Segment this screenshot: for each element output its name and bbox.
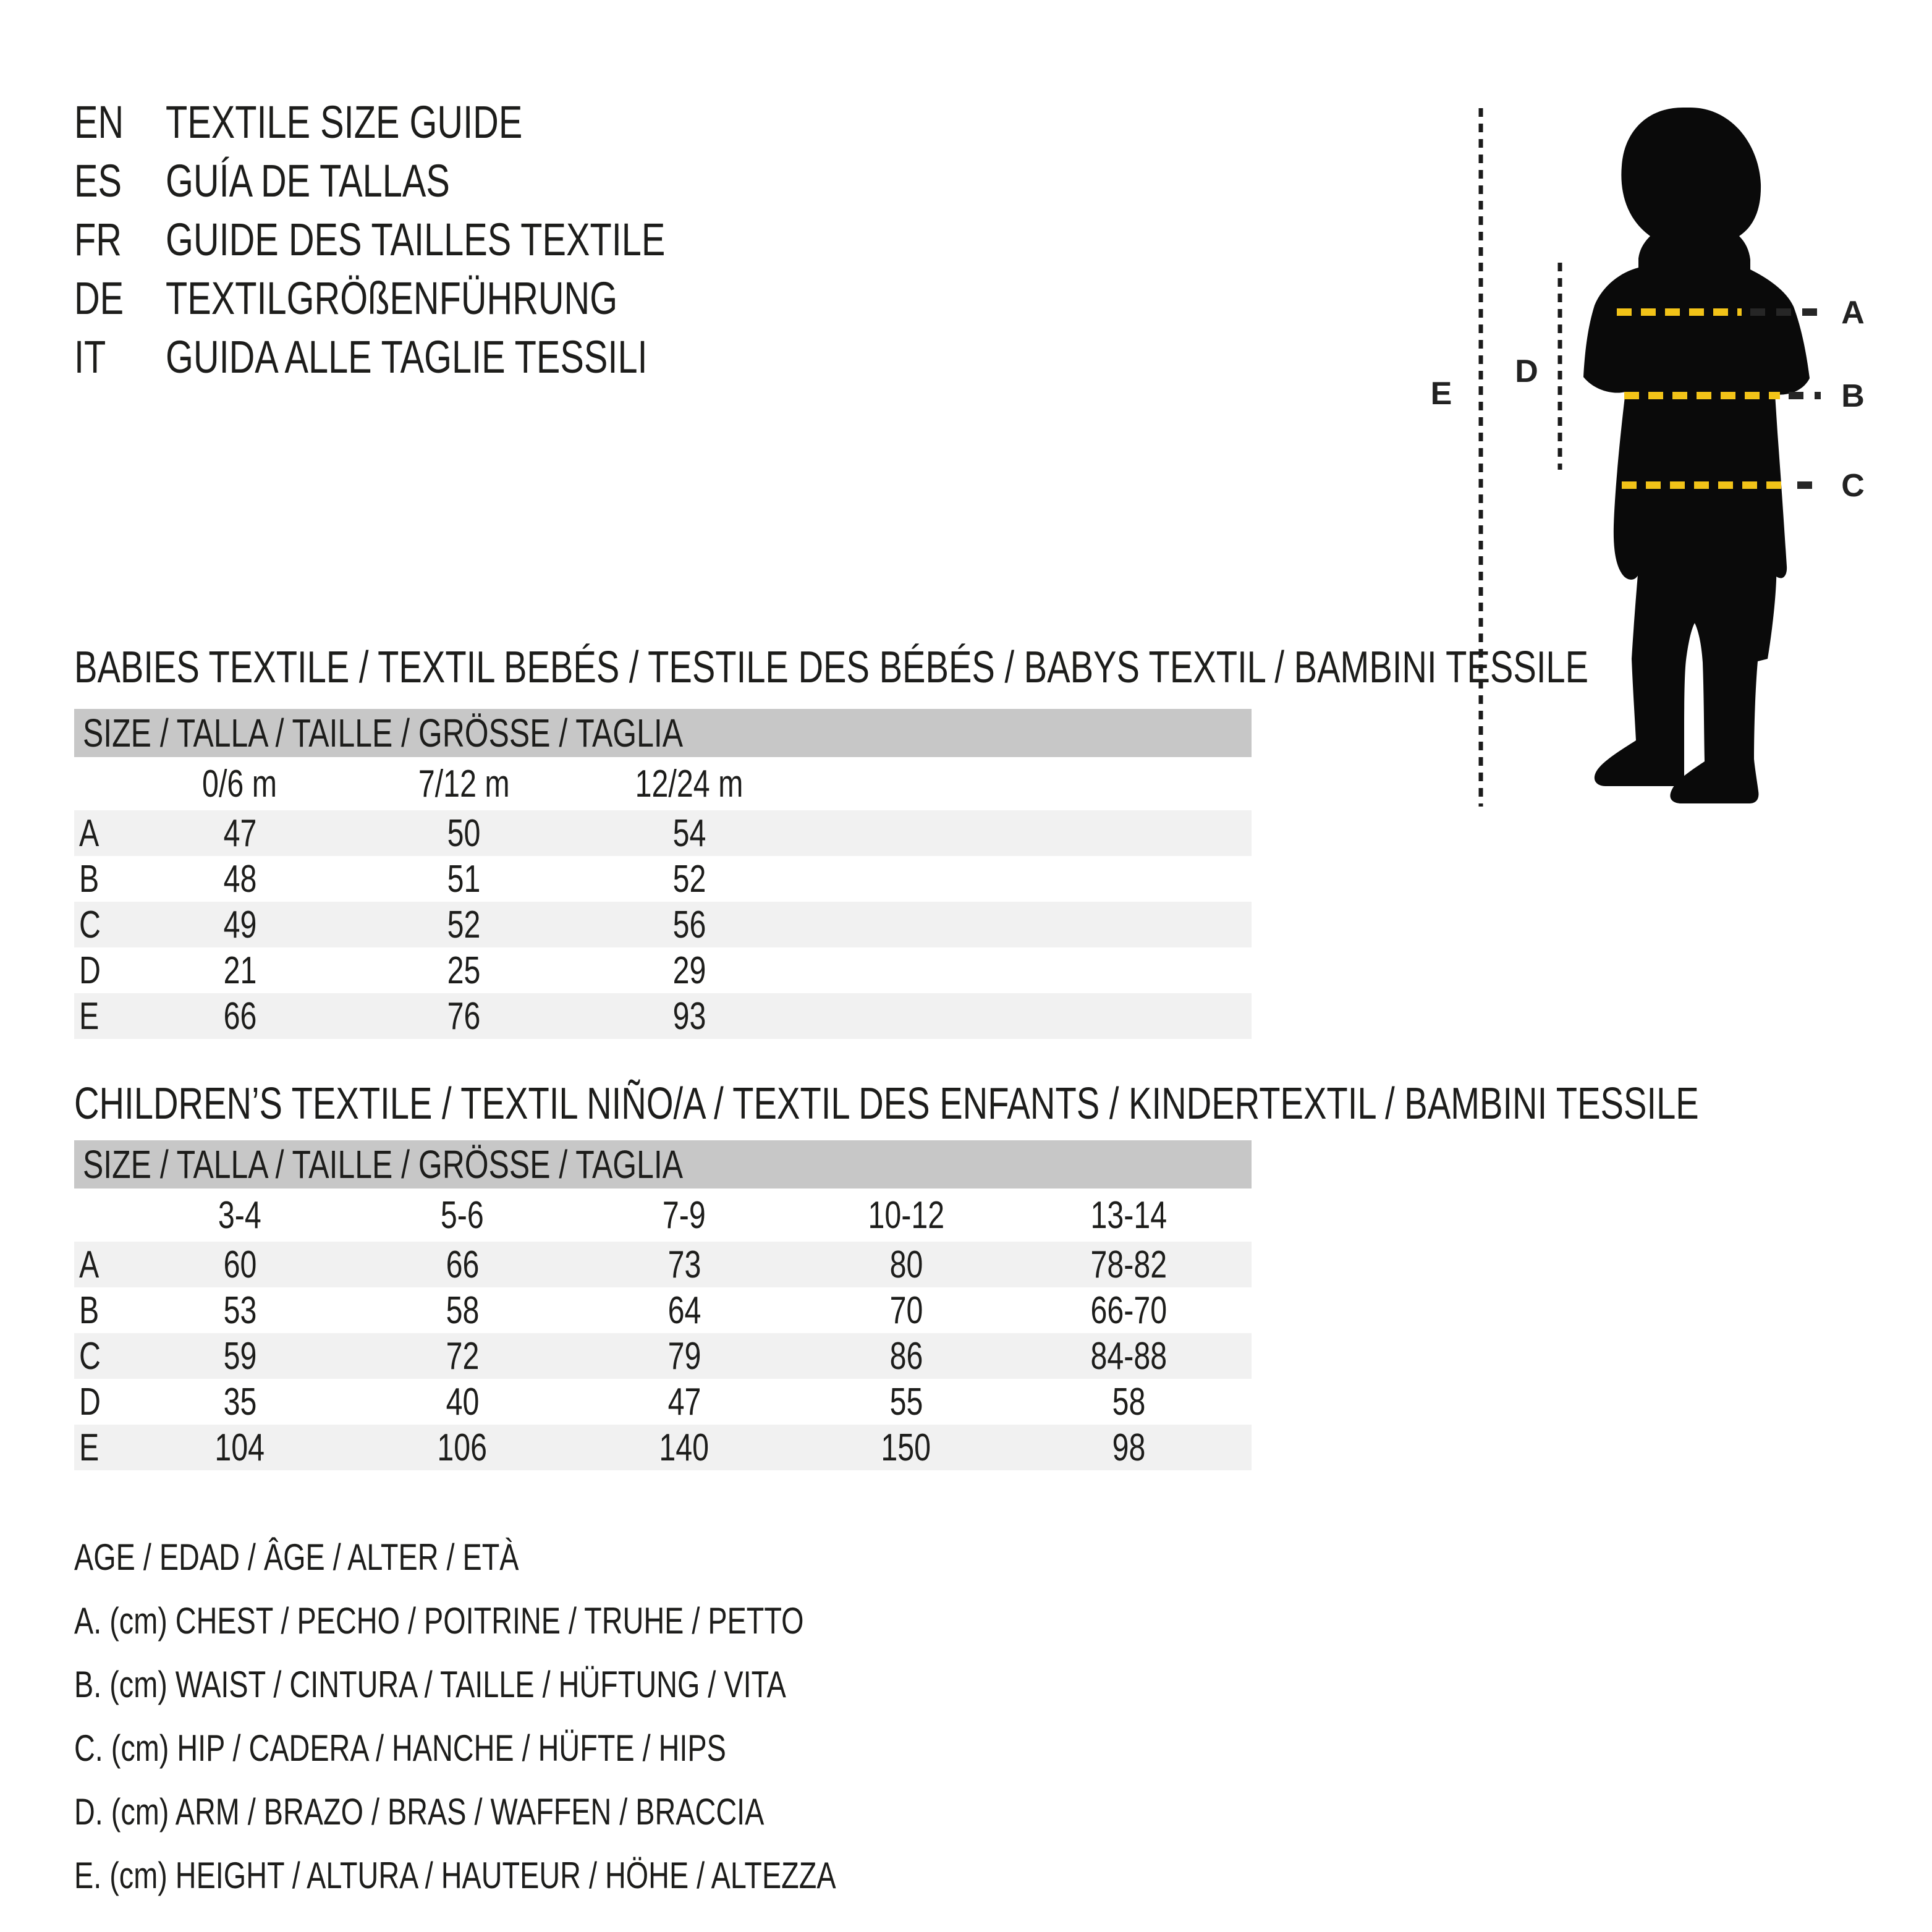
- table-cell: 104: [214, 1426, 265, 1469]
- lang-title: TEXTILE SIZE GUIDE: [166, 96, 523, 148]
- table-cell: 59: [223, 1334, 256, 1378]
- legend-hip-line: C. (cm) HIP / CADERA / HANCHE / HÜFTE / HIPS: [74, 1727, 726, 1769]
- table-cell: 52: [672, 857, 706, 900]
- row-label: E: [79, 994, 100, 1038]
- table-cell: 64: [667, 1289, 701, 1332]
- table-cell: 76: [447, 994, 481, 1038]
- lang-code: IT: [74, 331, 106, 383]
- table-cell: 98: [1112, 1426, 1145, 1469]
- measurement-figure: [1409, 87, 1879, 810]
- table-cell: 84-88: [1090, 1334, 1167, 1378]
- legend-age-line: AGE / EDAD / ÂGE / ALTER / ETÀ: [74, 1536, 519, 1578]
- table-cell: 79: [667, 1334, 701, 1378]
- table-cell: 47: [667, 1380, 701, 1423]
- table-cell: 73: [667, 1243, 701, 1286]
- row-label: A: [79, 1243, 100, 1286]
- table-cell: 47: [223, 811, 256, 855]
- table-cell: 21: [223, 949, 256, 992]
- table-cell: 55: [889, 1380, 923, 1423]
- column-header: 10-12: [868, 1193, 944, 1237]
- lang-row-fr: [74, 210, 806, 269]
- lang-code: DE: [74, 273, 124, 324]
- figure-label-c: C: [1841, 468, 1865, 504]
- table-cell: 54: [672, 811, 706, 855]
- column-header: 13-14: [1090, 1193, 1167, 1237]
- lang-row-it: [74, 328, 806, 386]
- babies-size-bar-label: SIZE / TALLA / TAILLE / GRÖSSE / TAGLIA: [83, 711, 684, 755]
- column-header: 12/24 m: [635, 762, 744, 805]
- babies-column-header-row: [74, 757, 1252, 810]
- table-cell: 78-82: [1090, 1243, 1167, 1286]
- babies-size-table: [74, 709, 1252, 1039]
- measurement-legend: [74, 1525, 1051, 1907]
- row-label: D: [79, 1380, 101, 1423]
- row-label: D: [79, 949, 101, 992]
- legend-height-line: E. (cm) HEIGHT / ALTURA / HAUTEUR / HÖHE / ALTEZZA: [74, 1855, 836, 1896]
- table-cell: 40: [446, 1380, 479, 1423]
- table-cell: 60: [223, 1243, 256, 1286]
- lang-row-en: [74, 93, 806, 151]
- lang-title: TEXTILGRÖßENFÜHRUNG: [166, 273, 618, 324]
- children-section-heading: [74, 1080, 1932, 1127]
- table-cell: 58: [1112, 1380, 1145, 1423]
- child-silhouette-icon: [1409, 87, 1879, 810]
- table-cell: 52: [447, 903, 481, 946]
- table-cell: 93: [672, 994, 706, 1038]
- table-cell: 72: [446, 1334, 479, 1378]
- column-header: 7-9: [663, 1193, 706, 1237]
- column-header: 0/6 m: [202, 762, 278, 805]
- table-cell: 35: [223, 1380, 256, 1423]
- table-cell: 49: [223, 903, 256, 946]
- column-header: 7/12 m: [418, 762, 510, 805]
- table-row-e: [74, 1425, 1252, 1470]
- lang-code: FR: [74, 214, 122, 265]
- table-cell: 80: [889, 1243, 923, 1286]
- table-row-c: [74, 1333, 1252, 1379]
- legend-arm-line: D. (cm) ARM / BRAZO / BRAS / WAFFEN / BRACCIA: [74, 1791, 765, 1832]
- lang-title: GUIDE DES TAILLES TEXTILE: [166, 214, 666, 265]
- lang-code: EN: [74, 96, 124, 148]
- table-row-d: [74, 1379, 1252, 1425]
- child-silhouette: [1583, 108, 1810, 803]
- children-size-table: [74, 1140, 1252, 1470]
- figure-label-e: E: [1430, 376, 1452, 412]
- babies-size-bar: [74, 709, 1252, 757]
- children-heading-text: CHILDREN’S TEXTILE / TEXTIL NIÑO/A / TEXTIL DES ENFANTS / KINDERTEXTIL / BAMBINI TESSILE: [74, 1079, 1699, 1129]
- row-label: B: [79, 857, 100, 900]
- figure-label-a: A: [1841, 295, 1865, 331]
- row-label: B: [79, 1289, 100, 1332]
- column-header: 3-4: [218, 1193, 261, 1237]
- lang-title: GUÍA DE TALLAS: [166, 155, 450, 206]
- children-size-bar: [74, 1140, 1252, 1188]
- table-cell: 106: [437, 1426, 488, 1469]
- lang-code: ES: [74, 155, 122, 206]
- table-cell: 86: [889, 1334, 923, 1378]
- table-cell: 58: [446, 1289, 479, 1332]
- table-row-a: [74, 810, 1252, 856]
- table-cell: 66: [446, 1243, 479, 1286]
- table-cell: 25: [447, 949, 481, 992]
- table-row-b: [74, 1287, 1252, 1333]
- row-label: C: [79, 903, 101, 946]
- table-cell: 66-70: [1090, 1289, 1167, 1332]
- babies-section-heading: [74, 644, 1932, 691]
- table-row-e: [74, 993, 1252, 1039]
- table-cell: 53: [223, 1289, 256, 1332]
- table-row-c: [74, 902, 1252, 947]
- row-label: E: [79, 1426, 100, 1469]
- figure-label-b: B: [1841, 378, 1865, 414]
- table-cell: 140: [659, 1426, 710, 1469]
- table-row-b: [74, 856, 1252, 902]
- figure-label-d: D: [1515, 354, 1538, 389]
- table-row-d: [74, 947, 1252, 993]
- table-cell: 66: [223, 994, 256, 1038]
- legend-waist-line: B. (cm) WAIST / CINTURA / TAILLE / HÜFTUNG / VITA: [74, 1664, 786, 1705]
- children-size-bar-label: SIZE / TALLA / TAILLE / GRÖSSE / TAGLIA: [83, 1142, 684, 1187]
- column-header: 5-6: [441, 1193, 484, 1237]
- table-cell: 51: [447, 857, 481, 900]
- table-cell: 56: [672, 903, 706, 946]
- lang-row-de: [74, 269, 806, 328]
- babies-heading-text: BABIES TEXTILE / TEXTIL BEBÉS / TESTILE DES BÉBÉS / BABYS TEXTIL / BAMBINI TESSILE: [74, 643, 1589, 692]
- row-label: C: [79, 1334, 101, 1378]
- children-column-header-row: [74, 1188, 1252, 1242]
- row-label: A: [79, 811, 100, 855]
- table-cell: 150: [881, 1426, 931, 1469]
- lang-title: GUIDA ALLE TAGLIE TESSILI: [166, 331, 648, 383]
- table-cell: 70: [889, 1289, 923, 1332]
- legend-chest-line: A. (cm) CHEST / PECHO / POITRINE / TRUHE / PETTO: [74, 1600, 804, 1642]
- table-row-a: [74, 1242, 1252, 1287]
- language-title-block: [74, 93, 806, 386]
- table-cell: 48: [223, 857, 256, 900]
- table-cell: 29: [672, 949, 706, 992]
- lang-row-es: [74, 151, 806, 210]
- table-cell: 50: [447, 811, 481, 855]
